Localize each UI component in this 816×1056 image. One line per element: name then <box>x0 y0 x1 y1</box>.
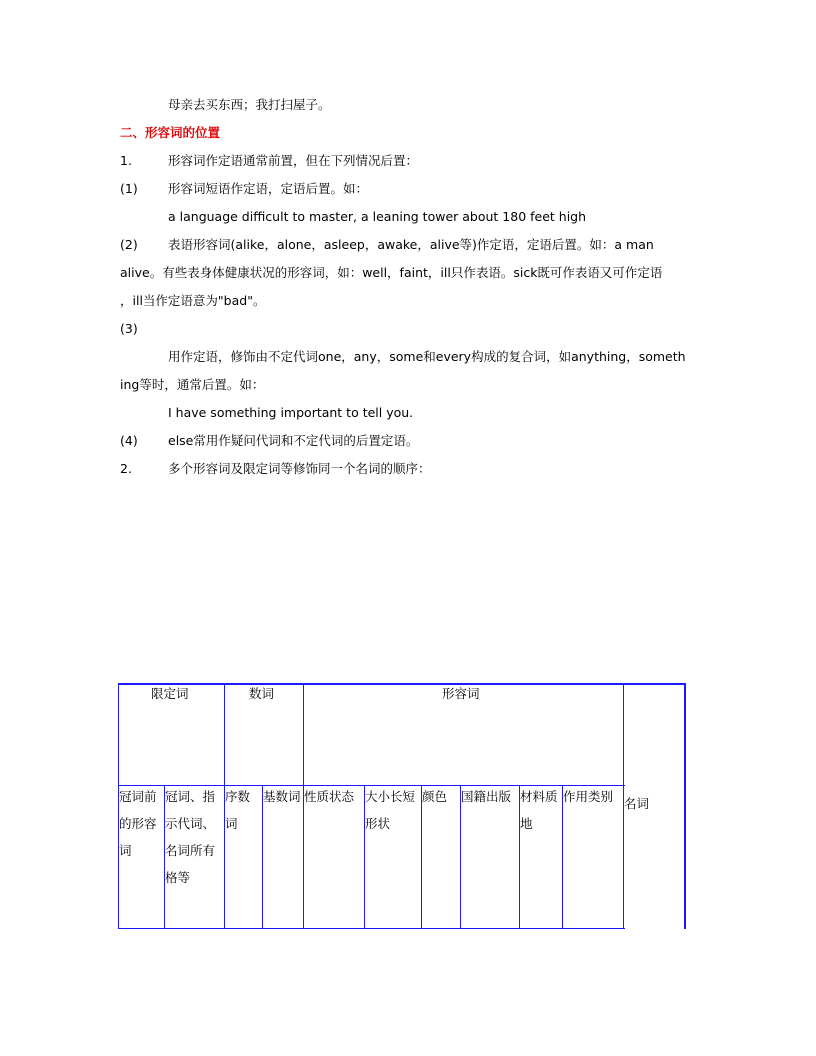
item-number: (1) <box>120 181 138 196</box>
text-line: 多个形容词及限定词等修饰同一个名词的顺序： <box>168 461 431 476</box>
table-cell: 国籍出版 <box>461 789 512 804</box>
text-line: alive。有些表身体健康状况的形容词，如：well，faint，ill只作表语。sick既可作表语又可作定语 <box>120 265 663 280</box>
table-cell: 序数词 <box>225 789 251 831</box>
table-border-top <box>118 683 686 685</box>
text-line: 用作定语，修饰由不定代词one，any，some和every构成的复合词，如anything，someth <box>168 349 686 364</box>
table-cell: 基数词 <box>263 789 301 804</box>
header-adjective: 形容词 <box>442 686 480 701</box>
table-cell: 材料质地 <box>520 789 558 831</box>
item-number: (4) <box>120 433 138 448</box>
item-number: (2) <box>120 237 138 252</box>
text-line: 形容词短语作定语，定语后置。如： <box>168 181 369 196</box>
table-border-bottom <box>118 928 625 929</box>
table-cell: 名词 <box>624 796 650 811</box>
item-number: (3) <box>120 321 138 336</box>
text-line: 表语形容词(alike，alone，asleep，awake，alive等)作定语，定语后置。如：a man <box>168 237 654 252</box>
text-line: ，ill当作定语意为"bad"。 <box>120 293 266 308</box>
header-numeral: 数词 <box>249 686 275 701</box>
table-cell: 性质状态 <box>304 789 355 804</box>
section-heading: 二、形容词的位置 <box>120 125 221 140</box>
text-line: else常用作疑问代词和不定代词的后置定语。 <box>168 433 419 448</box>
text-line: ing等时，通常后置。如： <box>120 377 265 392</box>
example-sentence: I have something important to tell you. <box>168 405 414 420</box>
text-line: 母亲去买东西；我打扫屋子。 <box>168 97 331 112</box>
header-determiner: 限定词 <box>151 686 189 701</box>
table-cell: 作用类别 <box>563 789 614 804</box>
table-cell: 颜色 <box>422 789 448 804</box>
table-cell: 冠词前的形容词 <box>119 789 157 858</box>
table-border-right <box>684 683 686 929</box>
item-number: 1. <box>120 153 132 168</box>
table-cell: 大小长短形状 <box>365 789 416 831</box>
table-cell: 冠词、指示代词、名词所有格等 <box>165 789 216 885</box>
text-line: 形容词作定语通常前置，但在下列情况后置： <box>168 153 419 168</box>
item-number: 2. <box>120 461 132 476</box>
example-sentence: a language difficult to master, a leaning tower about 180 feet high <box>168 209 587 224</box>
